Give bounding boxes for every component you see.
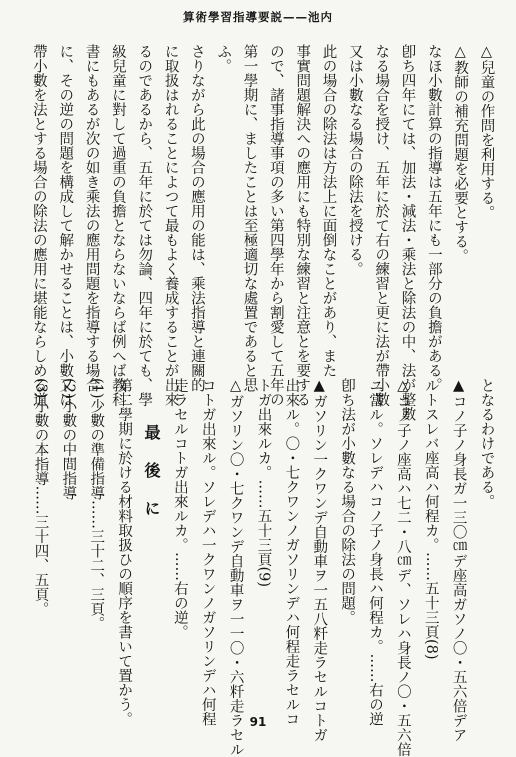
text-column: ふ。	[215, 44, 232, 73]
text-column: るのであるから、五年に於ては勿論、四年に於ても、學	[136, 44, 153, 407]
text-column: △教師の補充問題を必要とする。	[452, 44, 469, 263]
text-column: △コノ子ノ座高ハ七二・八㎝デ、ソレハ身長ノ〇・五六倍	[394, 378, 411, 757]
text-column: (2)小數の中間指導	[60, 378, 77, 501]
text-column: 事實問題解決への應用にも特別な練習と注意とを要する	[294, 44, 311, 407]
text-column: ルトスレバ座高ハ何程カ。……五十三頁(8)	[422, 378, 439, 660]
text-column: なる場合を授け、五年に於て右の練習と更に法が帶小數	[373, 44, 390, 407]
text-column: △ガソリン〇・七クワンデ自動車ヲ一一〇・六粁走ラセル	[227, 378, 244, 757]
text-band	[22, 44, 496, 421]
text-column: 書にもあるが次の如き乘法の應用問題を指導する場合	[83, 44, 100, 392]
text-column: 帶小數を法とする場合の除法の應用に堪能ならしめる道	[30, 44, 47, 407]
text-column: 卽ち四年にては、加法・減法・乘法と除法の中、法が整數	[399, 44, 416, 421]
text-column: △兒童の作問を利用する。	[478, 44, 495, 220]
text-column: ▲コノ子ノ身長ガ一三〇㎝デ座高ガソノ〇・五六倍デア	[450, 378, 467, 742]
text-column: (3)小數の本指導……三十四、五頁。	[32, 378, 49, 617]
text-column: ので、諸事指導事項の多い第四學年から割愛して五年の	[267, 44, 284, 407]
text-column: ニ當ル。ソレデハコノ子ノ身長ハ何程カ。……右の逆	[367, 378, 383, 726]
text-column: 又は小數なる場合の除法を授ける。	[346, 44, 363, 276]
text-column: となるわけである。	[478, 378, 495, 509]
text-column: トガ出來ルカ。……五十三頁(9)	[255, 378, 272, 588]
text-column: に取扱はれることによつて最もよく養成することが出來	[162, 44, 179, 407]
running-head: 算術學習指導要説——池内	[183, 10, 333, 24]
text-column: 走ラセルコトガ出來ルカ。……右の逆。	[171, 378, 188, 639]
page-number: 91	[249, 715, 267, 729]
text-column: に、その逆の問題を構成して解かせることは、小數又は	[57, 44, 74, 407]
text-column: 第二學期に於ける材料取扱ひの順序を書いて置かう。	[116, 378, 133, 726]
text-column: 此の場合の除法は方法上に面倒なことがあり、また	[320, 44, 337, 378]
text-column: 級兒童に對して過重の負擔とならないならば例へば教科	[109, 44, 126, 407]
text-column: なほ小數計算の指導は五年にも一部分の負擔がある。	[425, 44, 442, 392]
text-column: 出來ル。〇・七クワンノガソリンデハ何程走ラセルコ	[283, 378, 300, 726]
text-column: (1)少數の準備指導……三十二、三頁。	[88, 378, 105, 631]
text-column: コトガ出來ル。ソレデハ一クワンノガソリンデハ何程	[199, 378, 216, 726]
text-column: ▲ガソリン一クワンデ自動車ヲ一五八粁走ラセルコトガ	[311, 378, 328, 742]
section-heading: 最後に	[142, 424, 161, 538]
text-column: 第一學期に、ましたことは至極適切な處置であると思	[241, 44, 258, 392]
text-column: さりながら此の場合の應用の能は、乘法指導と連關的	[188, 44, 205, 392]
text-column: 卽ち法が小數なる場合の除法の問題。	[339, 378, 356, 625]
